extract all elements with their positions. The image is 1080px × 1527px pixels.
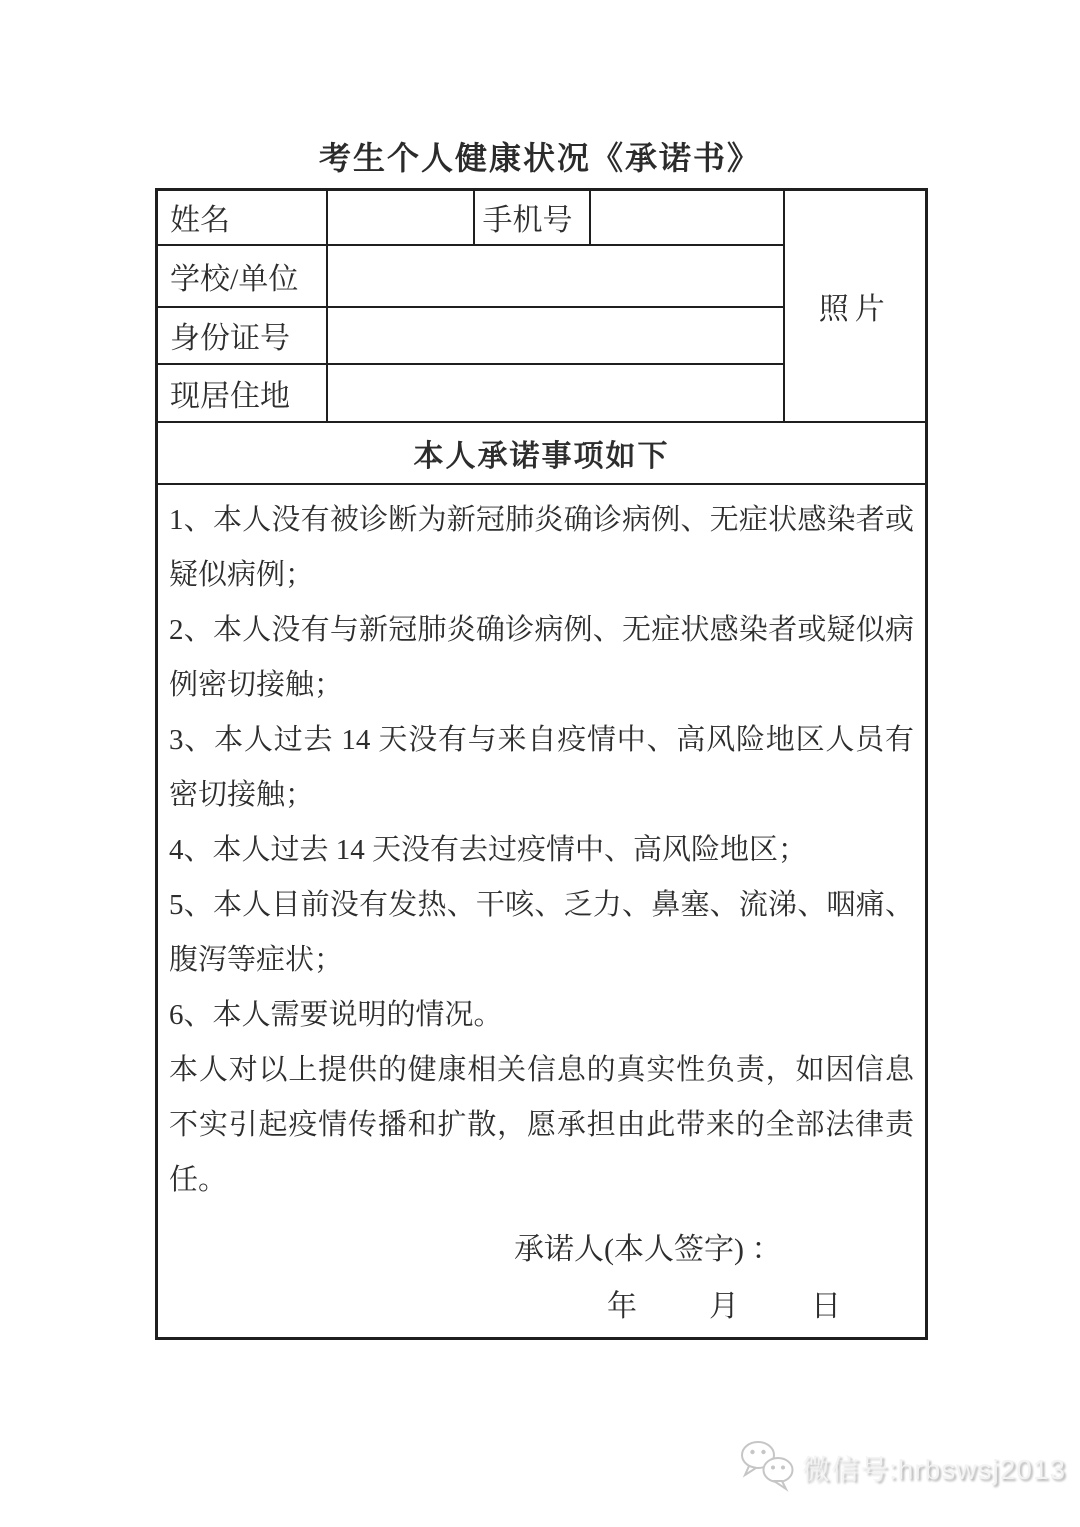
wechat-icon	[738, 1438, 796, 1497]
table-row	[157, 422, 927, 484]
residence-label-cell: 现居住地	[157, 364, 327, 422]
commitment-content-cell	[157, 484, 927, 1339]
commitment-item-1: 1、本人没有被诊断为新冠肺炎确诊病例、无症状感染者或疑似病例；	[169, 503, 914, 591]
commitment-item-5: 5、本人目前没有发热、干咳、乏力、鼻塞、流涕、咽痛、腹泻等症状；	[169, 888, 914, 976]
declaration-text: 本人对以上提供的健康相关信息的真实性负责，如因信息不实引起疫情传播和扩散，愿承担由此带来的全部法律责任。	[169, 1053, 914, 1196]
photo-cell: 照片	[784, 190, 927, 422]
page-title: 考生个人健康状况《承诺书》	[318, 140, 761, 176]
form-table	[155, 188, 928, 1340]
id-number-value-cell	[327, 307, 784, 364]
school-value-cell	[327, 245, 784, 307]
commitment-item-3: 3、本人过去 14 天没有与来自疫情中、高风险地区人员有密切接触；	[169, 723, 914, 811]
commitment-item-6: 6、本人需要说明的情况。	[169, 998, 503, 1031]
phone-label-cell: 手机号	[474, 190, 590, 245]
section-header-cell: 本人承诺事项如下	[157, 422, 927, 484]
id-number-label-cell: 身份证号	[157, 307, 327, 364]
name-value-cell	[327, 190, 474, 245]
school-label-cell: 学校/单位	[157, 245, 327, 307]
commitment-item-4: 4、本人过去 14 天没有去过疫情中、高风险地区；	[169, 833, 808, 866]
date-line: 年 月 日	[607, 1289, 845, 1323]
name-label-cell: 姓名	[157, 190, 327, 245]
commitment-item-2: 2、本人没有与新冠肺炎确诊病例、无症状感染者或疑似病例密切接触；	[169, 613, 914, 701]
phone-value-cell	[590, 190, 784, 245]
table-row	[157, 190, 927, 245]
watermark-text: 微信号:hrbswsj2013	[802, 1453, 1066, 1485]
table-row	[157, 484, 927, 1339]
watermark	[738, 1438, 1066, 1497]
signature-label: 承诺人(本人签字) ：	[514, 1232, 782, 1266]
residence-value-cell	[327, 364, 784, 422]
